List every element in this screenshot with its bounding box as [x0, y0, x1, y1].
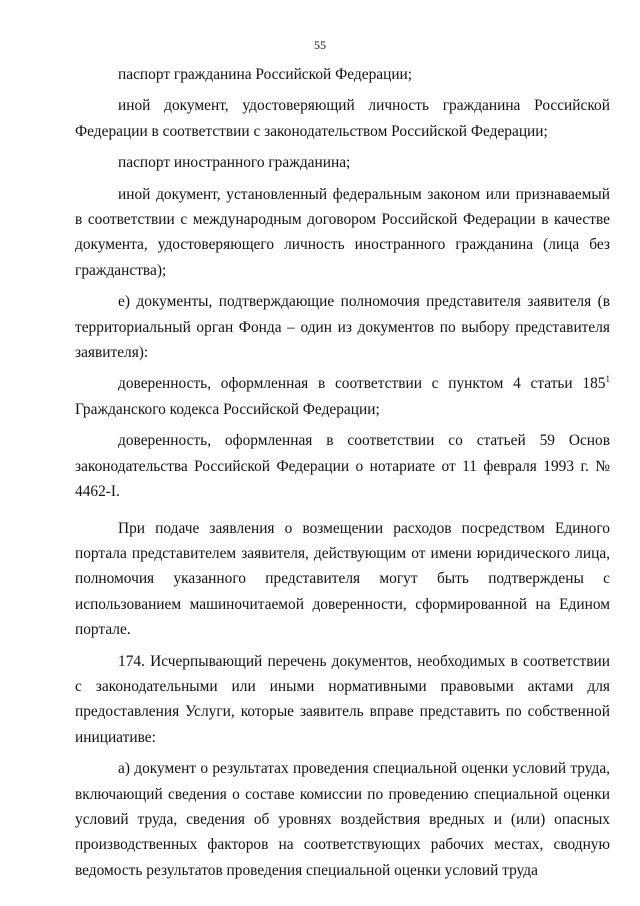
paragraph-other-foreign-id: иной документ, установленный федеральным законом или признаваемый в соответствии с международным договором Российской Федерации в качестве документа, удостоверяющего личность иностранного гражданина (лица без гражданства); [75, 185, 610, 279]
paragraph-other-id-document: иной документ, удостоверяющий личность гражданина Российской Федерации в соответствии с законодательством Российской Федерации; [75, 97, 610, 140]
superscript: 1 [605, 374, 610, 385]
text-segment: Гражданского кодекса Российской Федерации; [75, 400, 380, 418]
paragraph-passport-rf: паспорт гражданина Российской Федерации; [118, 66, 413, 83]
paragraph-representative-documents: е) документы, подтверждающие полномочия представителя заявителя (в территориальный орган Фонда – один из документов по выбору представителя заявителя): [75, 293, 610, 362]
text-segment: доверенность, оформленная в соответствии с пунктом 4 статьи 185 [118, 375, 606, 393]
paragraph-foreign-passport: паспорт иностранного гражданина; [118, 154, 351, 172]
document-body [75, 62, 610, 883]
paragraph-power-of-attorney-notary: доверенность, оформленная в соответствии со статьей 59 Основ законодательства Российской Федерации о нотариате от 11 февраля 1993 г. № 4462-I. [75, 432, 610, 501]
paragraph-174: 174. Исчерпывающий перечень документов, необходимых в соответствии с законодательными или иными нормативными правовыми актами для предоставления Услуги, которые заявитель вправе представить по собственной инициативе: [75, 652, 610, 746]
page-number: 55 [314, 38, 326, 52]
paragraph-a-special-assessment: а) документ о результатах проведения специальной оценки условий труда, включающий сведения о составе комиссии по проведению специальной оценки условий труда, сведения об уровнях воздействия вредных и (или) опасных производственных факторов на соответствующих рабочих местах, сводную ведомость результатов проведения специальной оценки условий труда [75, 760, 610, 879]
paragraph-power-of-attorney-civil-code [75, 371, 610, 422]
paragraph-unified-portal: При подаче заявления о возмещении расходов посредством Единого портала представителем заявителя, действующим от имени юридического лица, полномочия указанного представителя могут быть подтверждены с использованием машиночитаемой доверенности, сформированной на Едином портале. [75, 519, 610, 639]
